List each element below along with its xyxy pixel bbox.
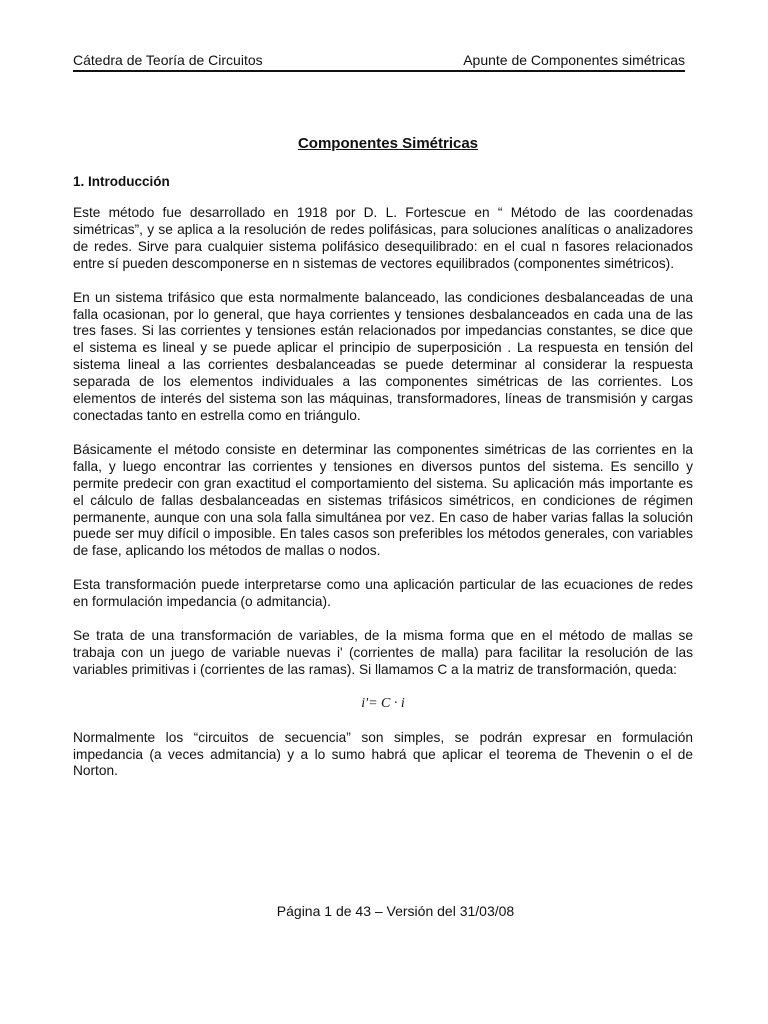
- paragraph: En un sistema trifásico que esta normalmente balanceado, las condiciones desbalanceadas de una falla ocasionan, por lo general, que haya corrientes y tensiones desbalanceados en cada una de las tres fases. Si las corrientes y tensiones están relacionados por impedancias constantes, se dice que el sistema es lineal y se puede aplicar el principio de superposición . La respuesta en tensión del sistema lineal a las corrientes desbalanceadas se puede determinar al considerar la respuesta separada de los elementos individuales a las componentes simétricas de las corrientes. Los elementos de interés del sistema son las máquinas, transformadores, líneas de transmisión y cargas conectadas tanto en estrella como en triángulo.: [73, 289, 693, 423]
- page-footer: Página 1 de 43 – Versión del 31/03/08: [276, 903, 515, 919]
- header-left: Cátedra de Teoría de Circuitos: [73, 52, 263, 68]
- header-right: Apunte de Componentes simétricas: [463, 52, 685, 68]
- paragraph: Esta transformación puede interpretarse como una aplicación particular de las ecuaciones de redes en formulación impedancia (o admitancia).: [73, 577, 693, 610]
- paragraph: Se trata de una transformación de variables, de la misma forma que en el método de mallas se trabaja con un juego de variable nuevas i' (corrientes de malla) para facilitar la resolución de las variables primitivas i (corrientes de las ramas). Si llamamos C a la matriz de transformación, queda:: [73, 628, 693, 677]
- section-heading: 1. Introducción: [73, 174, 170, 189]
- transformation-formula: i'= C · i: [361, 695, 405, 711]
- paragraph: Básicamente el método consiste en determinar las componentes simétricas de las corrientes en la falla, y luego encontrar las corrientes y tensiones en diversos puntos del sistema. Es sencillo y permite predecir con gran exactitud el comportamiento del sistema. Su aplicación más importante es el cálculo de fallas desbalanceadas en sistemas trifásicos simétricos, en condiciones de régimen permanente, aunque con una sola falla simultánea por vez. En caso de haber varias fallas la solución puede ser muy difícil o imposible. En tales casos son preferibles los métodos generales, con variables de fase, aplicando los métodos de mallas o nodos.: [73, 441, 693, 559]
- page-header: [73, 51, 685, 72]
- paragraph: Este método fue desarrollado en 1918 por D. L. Fortescue en “ Método de las coordenadas simétricas”, y se aplica a la resolución de redes polifásicas, para soluciones analíticas o analizadores de redes. Sirve para cualquier sistema polifásico desequilibrado: en el cual n fasores relacionados entre sí pueden descomponerse en n sistemas de vectores equilibrados (componentes simétricos).: [73, 205, 693, 271]
- document-body: [73, 205, 693, 797]
- document-title: Componentes Simétricas: [297, 135, 479, 152]
- paragraph: Normalmente los “circuitos de secuencia” son simples, se podrán expresar en formulación impedancia (a veces admitancia) y a lo sumo habrá que aplicar el teorema de Thevenin o el de Norton.: [73, 729, 693, 779]
